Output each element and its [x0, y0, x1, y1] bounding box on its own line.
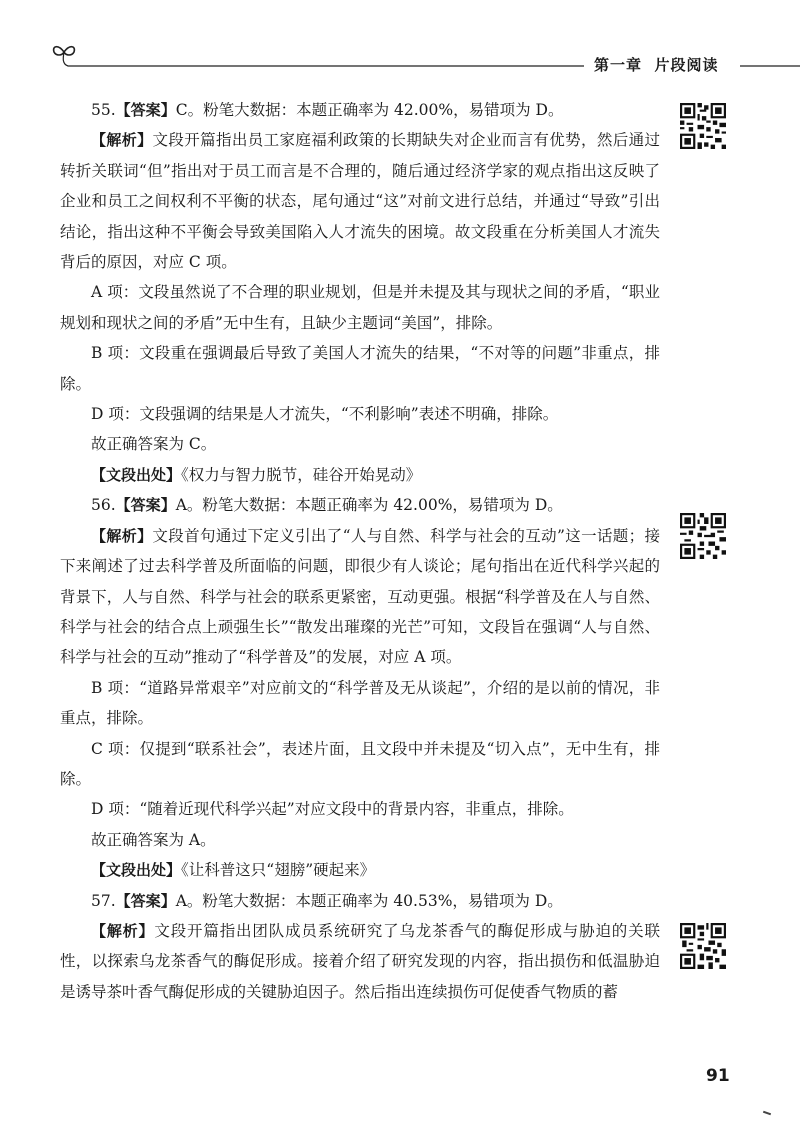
source-tag: 【文段出处】 [91, 861, 182, 880]
analysis-paragraph [60, 916, 660, 1007]
option-a-explanation: A 项：文段虽然说了不合理的职业规划，但是并未提及其与现状之间的矛盾，“职业规划和现状之间的矛盾”无中生有，且缺少主题词“美国”，排除。 [60, 283, 660, 332]
analysis-tag: 【解析】 [91, 921, 155, 940]
qr-code-icon[interactable] [680, 513, 726, 559]
answer-tag: 【答案】 [115, 496, 176, 515]
source-text: 《让科普这只“翅膀”硬起来》 [181, 861, 376, 880]
section-label: 片段阅读 [654, 56, 719, 74]
analysis-tag: 【解析】 [91, 131, 153, 150]
analysis-text: 文段首句通过下定义引出了“人与自然、科学与社会的互动”这一话题；接下来阐述了过去科学普及所面临的问题，即很少有人谈论；尾句指出在近代科学兴起的背景下，人与自然、科学与社会的联系更紧密，互动更强。根据“科学普及在人与自然、科学与社会的结合点上顽强生长”“散发出璀璨的光芒”可知，文段旨在强调“人与自然、科学与社会的互动”推动了“科学普及”的发展，对应 A 项。 [60, 526, 660, 667]
source-text: 《权力与智力脱节，硅谷开始晃动》 [181, 465, 422, 484]
option-c-explanation: C 项：仅提到“联系社会”，表述片面，且文段中并未提及“切入点”，无中生有，排除。 [60, 739, 660, 788]
leaf-icon [54, 47, 64, 55]
answer-text: A。粉笔大数据：本题正确率为 40.53%，易错项为 D。 [175, 891, 563, 910]
answer-tag: 【答案】 [115, 891, 176, 910]
answer-text: A。粉笔大数据：本题正确率为 42.00%，易错项为 D。 [175, 496, 563, 515]
analysis-paragraph [60, 521, 660, 673]
header-rule-left [63, 52, 584, 66]
corner-mark [763, 1111, 771, 1116]
page-content [60, 95, 660, 1007]
correct-answer-line: 故正确答案为 C。 [91, 435, 217, 454]
answer-line [60, 886, 660, 916]
option-b-explanation: B 项：“道路异常艰辛”对应前文的“科学普及无从谈起”，介绍的是以前的情况，非重点，排除。 [60, 678, 660, 728]
chapter-heading [588, 54, 724, 75]
correct-answer-line: 故正确答案为 A。 [91, 830, 216, 849]
page-header [0, 0, 800, 90]
option-b-explanation: B 项：文段重在强调最后导致了美国人才流失的结果，“不对等的问题”非重点，排除。 [60, 344, 660, 393]
analysis-tag: 【解析】 [91, 526, 153, 545]
analysis-text: 文段开篇指出团队成员系统研究了乌龙茶香气的酶促形成与胁迫的关联性，以探索乌龙茶香气的酶促形成。接着介绍了研究发现的内容，指出损伤和低温胁迫是诱导茶叶香气酶促形成的关键胁迫因子。然后指出连续损伤可促使香气物质的蓄 [60, 921, 660, 1001]
question-number: 56. [91, 496, 116, 515]
option-d-explanation: D 项：“随着近现代科学兴起”对应文段中的背景内容，非重点，排除。 [91, 800, 574, 819]
source-line [60, 460, 660, 490]
header-decoration [0, 0, 800, 90]
answer-line [60, 95, 660, 125]
question-number: 57. [91, 891, 116, 910]
question-56 [60, 490, 660, 885]
analysis-text: 文段开篇指出员工家庭福利政策的长期缺失对企业而言有优势，然后通过转折关联词“但”指出对于员工而言是不合理的，随后通过经济学家的观点指出这反映了企业和员工之间权利不平衡的状态，尾句通过“这”对前文进行总结，并通过“导致”引出结论，指出这种不平衡会导致美国陷入人才流失的困境。故文段重在分析美国人才流失背后的原因，对应 C 项。 [60, 131, 660, 272]
qr-code-icon[interactable] [680, 103, 726, 149]
answer-text: C。粉笔大数据：本题正确率为 42.00%，易错项为 D。 [175, 101, 564, 119]
question-number: 55. [91, 101, 116, 119]
source-tag: 【文段出处】 [91, 465, 182, 484]
answer-line [60, 490, 660, 520]
qr-code-icon[interactable] [680, 923, 726, 969]
answer-tag: 【答案】 [115, 101, 176, 119]
question-55 [60, 95, 660, 490]
page-number: 91 [706, 1066, 730, 1086]
source-line [60, 855, 660, 885]
analysis-paragraph [60, 125, 660, 277]
option-d-explanation: D 项：文段强调的结果是人才流失，“不利影响”表述不明确，排除。 [91, 405, 559, 424]
chapter-label: 第一章 [594, 56, 643, 74]
question-57 [60, 886, 660, 1008]
leaf-icon-right [64, 47, 74, 55]
